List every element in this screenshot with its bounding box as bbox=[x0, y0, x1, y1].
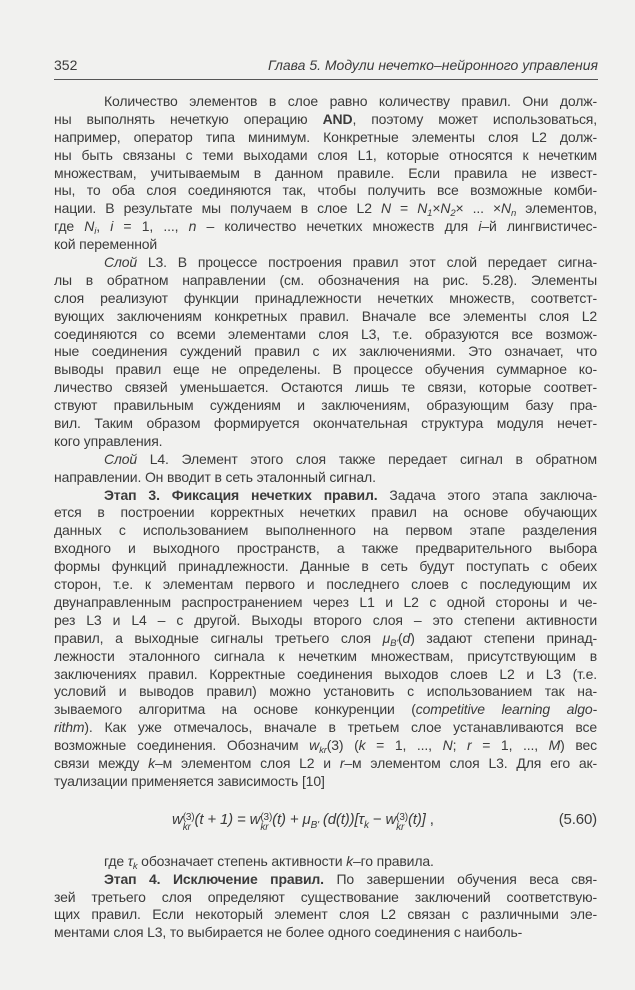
text-segment: ствуют правильным суждениям и заключениям, образующим базу пра- bbox=[54, 397, 597, 414]
eq-index bbox=[260, 813, 272, 833]
text-segment: 2 bbox=[450, 208, 456, 220]
eq-w: w bbox=[385, 810, 397, 828]
eq-sup: (3) bbox=[260, 811, 273, 823]
text-segment: туализации применяется зависимость [10] bbox=[54, 772, 325, 789]
eq-index bbox=[396, 813, 408, 833]
text-segment: возможные соединения. Обозначим bbox=[54, 737, 310, 754]
text-segment: сторон, т.е. к элементам первого и последнего слоев с последующим их bbox=[54, 576, 597, 593]
text-segment: лы в обратном направлении (см. обозначения на рис. 5.28). Элементы bbox=[54, 271, 597, 288]
text-line bbox=[54, 165, 597, 183]
text-segment: n bbox=[188, 218, 197, 235]
text-segment: слоя реализуют функции принадлежности нечетких множеств, соответст- bbox=[54, 289, 597, 306]
text-segment: d bbox=[402, 629, 411, 646]
text-segment: двунаправленным распространением через L1 и L2 с одной стороны и че- bbox=[54, 593, 597, 610]
text-segment: (3) ( bbox=[326, 737, 359, 754]
eq-sub: kr bbox=[396, 821, 405, 833]
text-line bbox=[54, 290, 597, 308]
text-segment: i bbox=[478, 218, 482, 235]
text-section-2 bbox=[54, 853, 597, 942]
text-segment: например, оператор типа минимум. Конкретные элементы слоя L2 долж- bbox=[54, 128, 597, 145]
text-line bbox=[54, 469, 597, 487]
eq-part: − bbox=[368, 810, 386, 828]
text-segment: ны, то оба слоя соединяются так, чтобы получить все возможные комби- bbox=[54, 182, 597, 199]
text-segment: M bbox=[548, 737, 561, 754]
text-line bbox=[54, 871, 597, 889]
eq-tau-sub: k bbox=[363, 819, 369, 831]
text-line bbox=[54, 737, 597, 755]
text-segment: рез L3 и L4 – с другой. Выходы второго слоя – это степени активности bbox=[54, 611, 597, 628]
eq-part: (t + 1) = bbox=[194, 810, 250, 828]
eq-sub: kr bbox=[260, 821, 269, 833]
eq-part: (t) + bbox=[272, 810, 303, 828]
text-segment: множествам, учитываемым в данном правиле. Если правила не извест- bbox=[54, 164, 597, 181]
text-segment: w bbox=[309, 737, 320, 754]
text-line bbox=[54, 147, 597, 165]
text-segment: N bbox=[440, 200, 451, 217]
text-line bbox=[54, 451, 597, 469]
text-line bbox=[54, 93, 597, 111]
text-segment: τ bbox=[127, 852, 133, 869]
text-segment: ) задают степени принад- bbox=[410, 629, 598, 646]
text-segment: элементов, bbox=[516, 200, 598, 217]
text-line bbox=[54, 504, 597, 522]
eq-sup: (3) bbox=[182, 811, 195, 823]
text-segment: –м элементом слоя L3. Для его ак- bbox=[344, 754, 598, 771]
text-segment: ( bbox=[398, 629, 403, 646]
text-segment: ны быть связаны с теми выходами слоя L1, которые относятся к нечетким bbox=[54, 146, 597, 163]
text-segment: личество связей уменьшается. Остаются лишь те связи, которые соответ- bbox=[54, 379, 597, 396]
text-segment: выводы правил еще не определены. В процессе обучения суммарное ко- bbox=[54, 361, 597, 378]
eq-index bbox=[183, 813, 195, 833]
paragraph bbox=[54, 451, 597, 487]
text-segment: k bbox=[148, 754, 156, 771]
page-number: 352 bbox=[54, 57, 78, 73]
text-segment: По завершении обучения веса свя- bbox=[323, 870, 597, 887]
text-segment: нации. В результате мы получаем в слое L2 bbox=[54, 200, 381, 217]
text-segment: вил. Таким образом формируется окончательная структура модуля нечет- bbox=[54, 415, 597, 432]
text-segment: N bbox=[442, 737, 453, 754]
text-line bbox=[54, 326, 597, 344]
page-body bbox=[54, 93, 597, 942]
text-line bbox=[54, 719, 597, 737]
text-line bbox=[54, 272, 597, 290]
text-segment: данных с использованием выполненного на первом этапе разделения bbox=[54, 522, 597, 539]
chapter-title: Глава 5. Модули нечетко–нейронного управления bbox=[267, 57, 598, 73]
text-segment: n bbox=[510, 208, 517, 220]
paragraph bbox=[54, 487, 597, 791]
text-segment: щих правил. Если некоторый элемент слоя L2 связан с различными эле- bbox=[54, 906, 597, 923]
page-header bbox=[54, 55, 598, 80]
text-segment: ментами слоя L3, то выбирается не более одного соединения с наиболь- bbox=[54, 924, 523, 941]
text-segment: 1 bbox=[427, 208, 433, 220]
text-segment: rithm bbox=[54, 719, 85, 736]
eq-w: w bbox=[249, 810, 261, 828]
text-segment: кого управления. bbox=[54, 432, 163, 449]
text-segment: = bbox=[390, 200, 418, 217]
text-segment: формы функций принадлежности. Данные в сеть будут поступать с обеих bbox=[54, 558, 597, 575]
text-segment: связи между bbox=[54, 754, 149, 771]
text-line bbox=[54, 522, 597, 540]
text-segment: = 1, ..., bbox=[471, 737, 549, 754]
eq-tau: τ bbox=[358, 810, 364, 828]
text-line bbox=[54, 487, 597, 505]
text-segment: k bbox=[358, 737, 366, 754]
text-line bbox=[54, 755, 597, 773]
text-line bbox=[54, 236, 597, 254]
text-segment: k bbox=[346, 852, 354, 869]
text-segment: заключениях правил. Корректные соединения выходов слоев L2 и L3 (т.е. bbox=[54, 665, 597, 682]
text-segment: –м элементом слоя L2 и bbox=[155, 754, 340, 771]
text-line bbox=[54, 415, 597, 433]
text-segment: –й лингвистичес- bbox=[481, 218, 597, 235]
text-segment: зываемого алгоритма на основе конкуренции ( bbox=[54, 701, 416, 718]
text-segment: –го правила. bbox=[353, 852, 434, 869]
text-line bbox=[54, 111, 597, 129]
text-segment: μ bbox=[382, 629, 391, 646]
text-line bbox=[54, 853, 597, 871]
eq-mu-sub: B' bbox=[310, 819, 319, 831]
text-segment: – количество нечетких множеств для bbox=[196, 218, 479, 235]
text-line bbox=[54, 558, 597, 576]
text-segment: лежности эталонного сигнала к нечетким множествам, присутствующим в bbox=[54, 647, 597, 664]
eq-sup: (3) bbox=[396, 811, 408, 823]
text-segment: направлении. Он вводит в сеть эталонный сигнал. bbox=[54, 468, 376, 485]
text-segment: вующих заключениям конкретных правил. Вначале все элементы слоя L2 bbox=[54, 307, 597, 324]
text-segment: ). Как уже отмечалось, вначале в третьем слое устанавливаются все bbox=[84, 719, 597, 736]
text-line bbox=[54, 308, 597, 326]
text-segment: Слой bbox=[104, 450, 137, 467]
text-segment: k bbox=[132, 860, 138, 872]
text-line bbox=[54, 540, 597, 558]
text-segment: i bbox=[94, 226, 97, 238]
text-segment: где bbox=[54, 218, 85, 235]
text-segment: = 1, ..., bbox=[365, 737, 443, 754]
text-segment: зей третьего слоя определяют существование заключений соответствую- bbox=[54, 888, 597, 905]
text-line bbox=[54, 594, 597, 612]
text-segment: N bbox=[84, 218, 95, 235]
text-segment: L3. В процессе построения правил этот слой передает сигна- bbox=[136, 254, 597, 271]
text-line bbox=[54, 379, 597, 397]
text-line bbox=[54, 182, 597, 200]
text-segment: где bbox=[104, 852, 128, 869]
text-segment: ется в построении корректных нечетких правил на основе обучающих bbox=[54, 504, 597, 521]
text-segment: r bbox=[339, 754, 345, 771]
equation-body bbox=[172, 811, 434, 833]
text-line bbox=[54, 648, 597, 666]
text-line bbox=[54, 254, 597, 272]
text-line bbox=[54, 889, 597, 907]
text-line bbox=[54, 200, 597, 218]
text-segment: B' bbox=[390, 637, 399, 649]
equation-5-60 bbox=[54, 791, 597, 853]
paragraph bbox=[54, 853, 597, 871]
text-segment: правил, а выходные сигналы третьего слоя bbox=[54, 629, 383, 646]
eq-sub: kr bbox=[182, 821, 191, 833]
paragraph bbox=[54, 871, 597, 943]
text-line bbox=[54, 361, 597, 379]
text-segment: × ... × bbox=[455, 200, 501, 217]
text-segment: соединяются со всеми элементами слоя L3, т.е. образуются все возмож- bbox=[54, 325, 597, 342]
text-line bbox=[54, 433, 597, 451]
text-line bbox=[54, 129, 597, 147]
text-segment: = 1, ..., bbox=[113, 218, 189, 235]
text-line bbox=[54, 612, 597, 630]
text-segment: Задача этого этапа заключа- bbox=[377, 486, 597, 503]
text-segment: kr bbox=[319, 745, 327, 757]
text-segment: ные соединения суждений правил с их заключениями. Это означает, что bbox=[54, 343, 597, 360]
text-section-1 bbox=[54, 93, 597, 791]
text-segment: Количество элементов в слое равно количеству правил. Они долж- bbox=[104, 93, 597, 109]
text-segment: Слой bbox=[104, 254, 137, 271]
text-segment: Этап 3. Фиксация нечетких правил. bbox=[104, 486, 378, 503]
text-line bbox=[54, 906, 597, 924]
text-segment: , bbox=[96, 218, 111, 235]
text-segment: ; bbox=[452, 737, 467, 754]
eq-mu: μ bbox=[302, 810, 311, 828]
text-line bbox=[54, 343, 597, 361]
eq-part: (d(t))[ bbox=[318, 810, 359, 828]
eq-comma: , bbox=[425, 810, 434, 828]
eq-w: w bbox=[172, 810, 183, 828]
text-segment: i bbox=[110, 218, 114, 235]
text-segment: , поэтому может использоваться, bbox=[352, 110, 597, 127]
text-segment: L4. Элемент этого слоя также передает сигнал в обратном bbox=[136, 450, 597, 467]
text-segment: × bbox=[432, 200, 441, 217]
paragraph bbox=[54, 93, 597, 254]
text-line bbox=[54, 218, 597, 236]
eq-part: (t)] bbox=[407, 810, 426, 828]
text-segment: условий и выводов правил) можно установить с использованием так на- bbox=[54, 683, 597, 700]
text-line bbox=[54, 701, 597, 719]
text-segment: competitive learning algo- bbox=[415, 701, 597, 718]
text-segment: r bbox=[467, 737, 472, 754]
text-line bbox=[54, 773, 597, 791]
text-line bbox=[54, 683, 597, 701]
text-segment: N bbox=[500, 200, 511, 217]
text-line bbox=[54, 630, 597, 648]
text-segment: обозначает степень активности bbox=[137, 852, 347, 869]
text-segment: AND bbox=[322, 110, 353, 127]
equation-number: (5.60) bbox=[558, 810, 597, 828]
text-segment: входного и выходного пространств, а также предварительного выбора bbox=[54, 540, 597, 557]
text-segment: ) вес bbox=[560, 737, 597, 754]
text-line bbox=[54, 666, 597, 684]
paragraph bbox=[54, 254, 597, 451]
text-segment: Этап 4. Исключение правил. bbox=[104, 870, 324, 887]
text-line bbox=[54, 397, 597, 415]
text-segment: ны выполнять нечеткую операцию bbox=[54, 110, 323, 127]
text-segment: N bbox=[380, 200, 391, 217]
text-segment: N bbox=[417, 200, 428, 217]
text-segment: кой переменной bbox=[54, 236, 158, 253]
text-line bbox=[54, 576, 597, 594]
text-line bbox=[54, 924, 597, 942]
